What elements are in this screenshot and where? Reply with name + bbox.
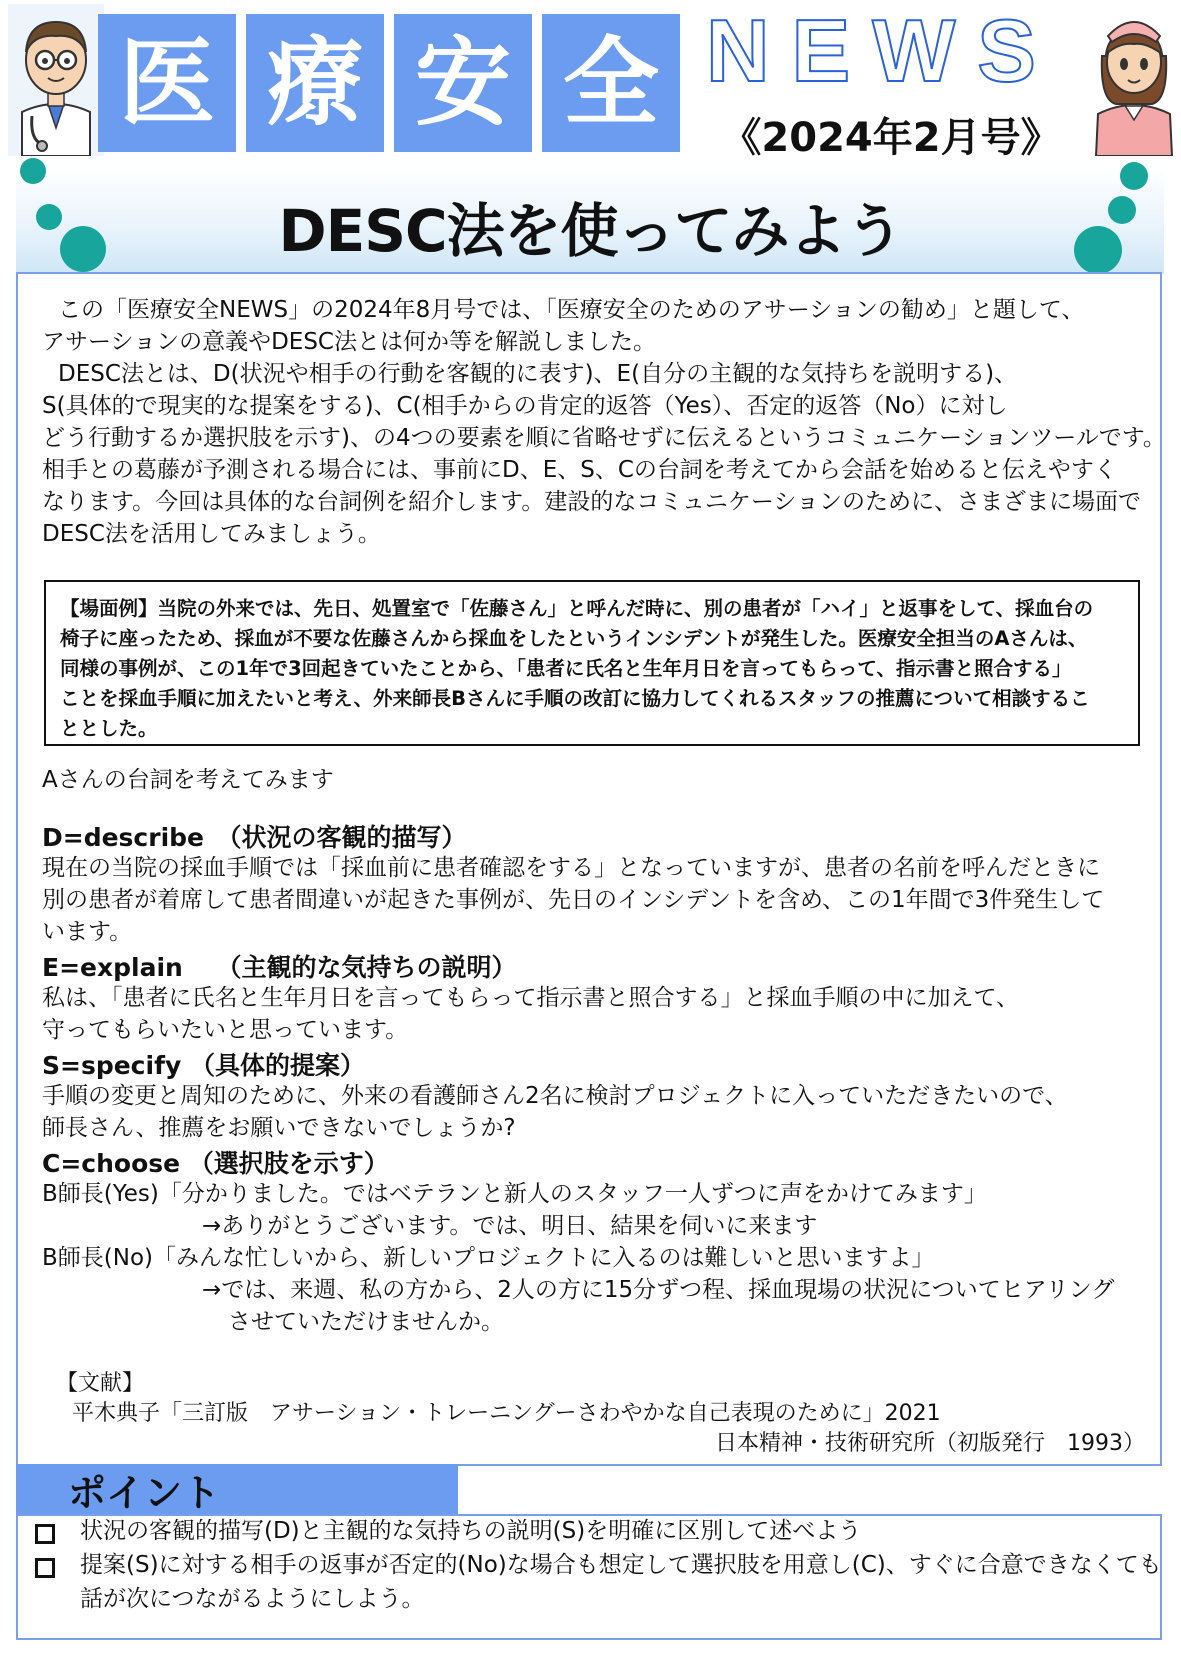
section-c-heading: C=choose （選択肢を示す） [42, 1149, 389, 1178]
section-s-line: 手順の変更と周知のために、外来の看護師さん2名に検討プロジェクトに入っていただきたいので、 [42, 1083, 1068, 1109]
intro-line: どう行動するか選択肢を示す)、の4つの要素を順に省略せずに伝えるというコミュニケーションツールです。 [42, 425, 1166, 451]
case-line: ことを採血手順に加えたいと考え、外来師長Bさんに手順の改訂に協力してくれるスタッフの推薦について相談するこ [60, 687, 1090, 710]
title-char-2: 療 [246, 14, 384, 152]
issue-date: 《2024年2月号》 [721, 115, 1061, 161]
section-c-line: →では、来週、私の方から、2人の方に15分ずつ程、採血現場の状況についてヒアリング [202, 1277, 1115, 1303]
lead-text: Aさんの台詞を考えてみます [42, 767, 334, 793]
case-line: 椅子に座ったため、採血が不要な佐藤さんから採血をしたというインシデントが発生した。医療安全担当のAさんは、 [60, 627, 1088, 650]
intro-line: S(具体的で現実的な提案をする)、C(相手からの肯定的返答（Yes）、否定的返答（No）に対し [42, 393, 1008, 419]
case-line: 同様の事例が、この1年で3回起きていたことから、「患者に氏名と生年月日を言ってもらって、指示書と照合する」 [60, 657, 1072, 680]
intro-line: DESC法とは、D(状況や相手の行動を客観的に表す)、E(自分の主観的な気持ちを説明する)、 [58, 361, 1018, 387]
point-item: 状況の客観的描写(D)と主観的な気持ちの説明(S)を明確に区別して述べよう [80, 1518, 862, 1544]
news-logo-text: NEWS [706, 6, 1092, 96]
section-s-heading: S=specify （具体的提案） [42, 1051, 365, 1080]
reference-line: 日本精神・技術研究所（初版発行 1993） [715, 1431, 1145, 1456]
section-c-line: B師長(Yes)「分かりました。ではベテランと新人のスタッフ一人ずつに声をかけてみます」 [42, 1181, 987, 1207]
intro-line: アサーションの意義やDESC法とは何か等を解説しました。 [42, 329, 656, 355]
section-s-line: 師長さん、推薦をお願いできないでしょうか? [42, 1115, 516, 1141]
checkbox-icon [35, 1558, 55, 1578]
page-title: DESC法を使ってみよう [278, 197, 903, 265]
point-item: 提案(S)に対する相手の返事が否定的(No)な場合も想定して選択肢を用意し(C)、すぐに合意できなくても [80, 1552, 1162, 1578]
title-char-3: 安 [394, 14, 532, 152]
section-d-line: います。 [42, 919, 133, 945]
intro-line: DESC法を活用してみましょう。 [42, 521, 381, 547]
intro-line: この「医療安全NEWS」の2024年8月号では、「医療安全のためのアサーションの勧め」と題して、 [58, 297, 1085, 323]
title-char-4: 全 [542, 14, 680, 152]
section-c-line: →ありがとうございます。では、明日、結果を伺いに来ます [202, 1213, 818, 1239]
point-title: ポイント [68, 1471, 221, 1515]
section-e-heading: E=explain （主観的な気持ちの説明） [42, 953, 517, 982]
title-char-1: 医 [98, 14, 236, 152]
checkbox-icon [35, 1524, 55, 1544]
section-d-heading: D=describe （状況の客観的描写） [42, 823, 467, 852]
section-e-line: 守ってもらいたいと思っています。 [42, 1017, 409, 1043]
doctor-illustration [8, 4, 104, 156]
case-line: ととした。 [60, 717, 158, 740]
section-d-line: 現在の当院の採血手順では「採血前に患者確認をする」となっていますが、患者の名前を呼んだときに [42, 855, 1100, 881]
section-c-line: B師長(No)「みんな忙しいから、新しいプロジェクトに入るのは難しいと思いますよ」 [42, 1245, 935, 1271]
section-c-line: させていただけませんか。 [228, 1309, 504, 1335]
section-e-line: 私は、「患者に氏名と生年月日を言ってもらって指示書と照合する」と採血手順の中に加えて、 [42, 985, 1020, 1011]
decorative-dot [20, 158, 46, 184]
point-item: 話が次につながるようにしよう。 [80, 1586, 425, 1612]
intro-line: 相手との葛藤が予測される場合には、事前にD、E、S、Cの台詞を考えてから会話を始めると伝えやすく [42, 457, 1117, 483]
case-example-box [44, 580, 1140, 746]
intro-line: なります。今回は具体的な台詞例を紹介します。建設的なコミュニケーションのために、さまざまに場面で [42, 489, 1141, 515]
nurse-illustration [1086, 4, 1181, 156]
reference-line: 平木典子「三訂版 アサーション・トレーニングーさわやかな自己表現のために」2021 [72, 1401, 941, 1426]
reference-label: 【文献】 [56, 1371, 145, 1396]
section-d-line: 別の患者が着席して患者間違いが起きた事例が、先日のインシデントを含め、この1年間で3件発生して [42, 887, 1105, 913]
case-line: 【場面例】当院の外来では、先日、処置室で「佐藤さん」と呼んだ時に、別の患者が「ハイ」と返事をして、採血台の [60, 597, 1094, 620]
